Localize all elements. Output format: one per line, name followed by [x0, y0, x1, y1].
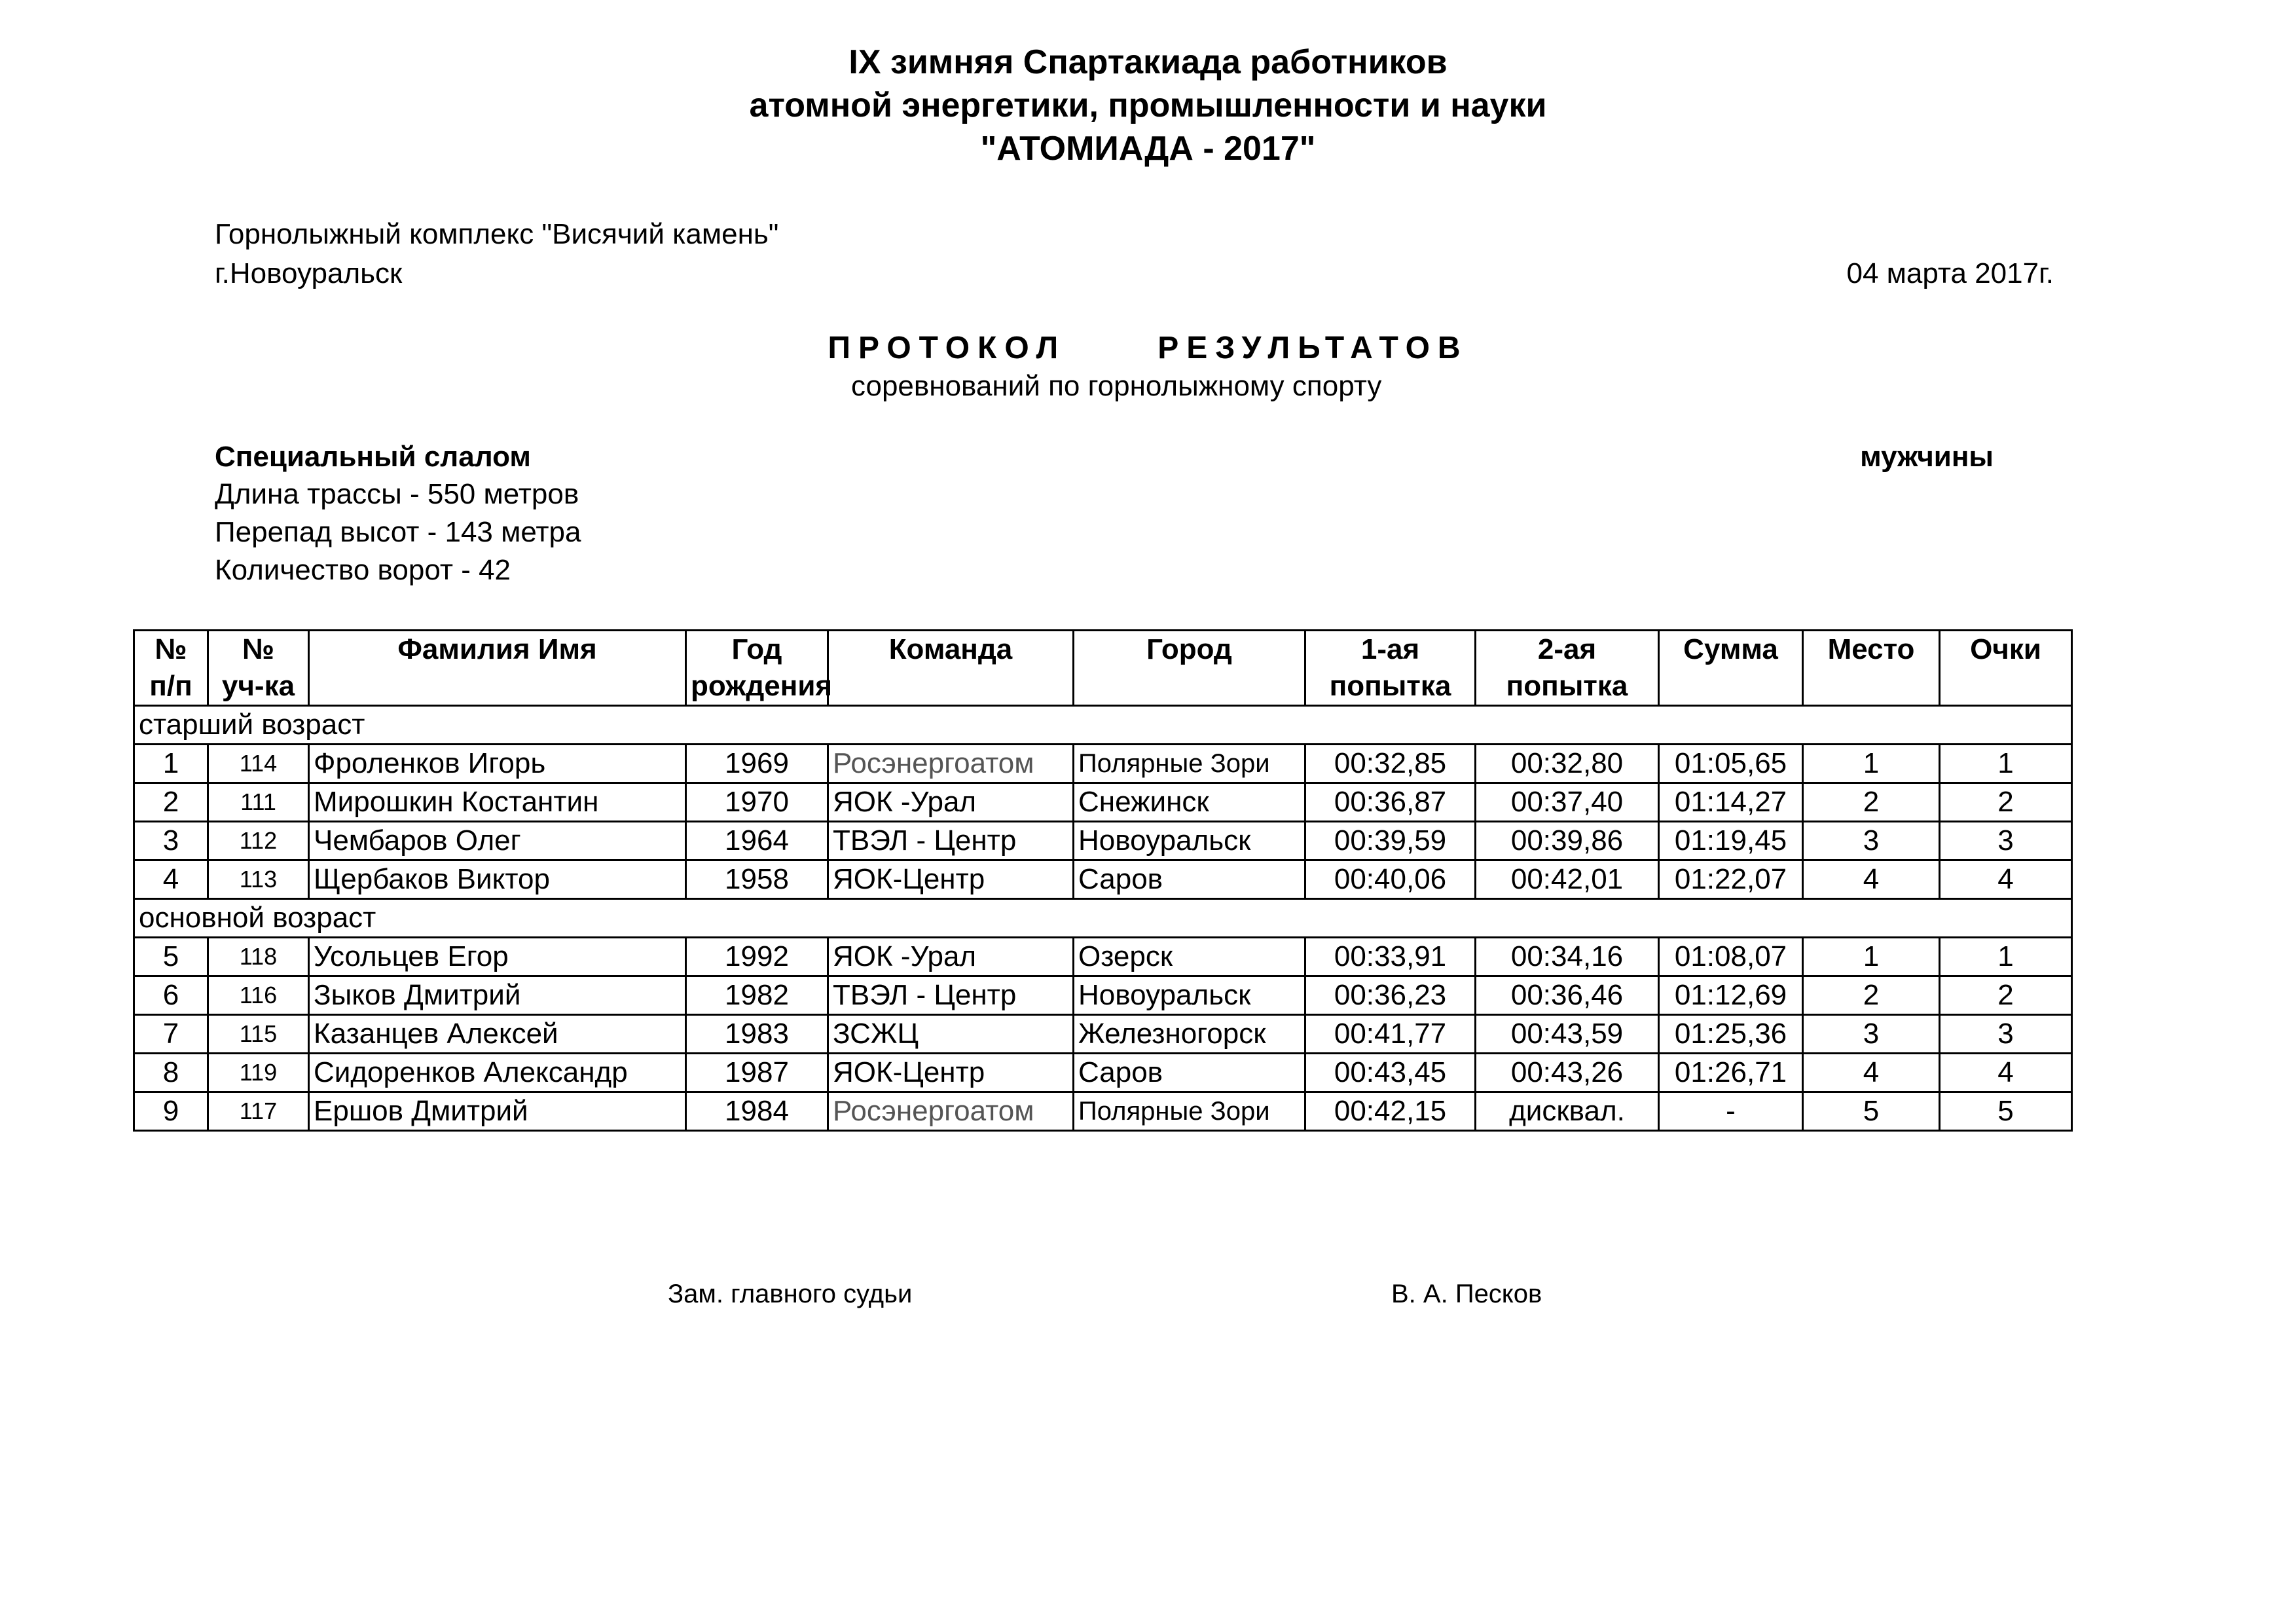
cell-points: 3	[1940, 822, 2072, 860]
table-row	[134, 938, 2072, 976]
col-run1-header: 1-ая	[1305, 631, 1476, 669]
cell-bib: 114	[208, 745, 309, 783]
cell-bib: 112	[208, 822, 309, 860]
cell-year: 1992	[686, 938, 828, 976]
table-row	[134, 745, 2072, 783]
cell-num: 4	[134, 860, 208, 899]
cell-run2: 00:32,80	[1476, 745, 1659, 783]
cell-run1: 00:41,77	[1305, 1015, 1476, 1054]
cell-run1: 00:36,23	[1305, 976, 1476, 1015]
cell-points: 5	[1940, 1092, 2072, 1131]
cell-team: ЯОК-Центр	[828, 1054, 1074, 1092]
signature-role: Зам. главного судьи	[668, 1280, 913, 1308]
cell-city: Полярные Зори	[1074, 1092, 1305, 1131]
cell-year: 1970	[686, 783, 828, 822]
cell-num: 2	[134, 783, 208, 822]
cell-num: 3	[134, 822, 208, 860]
cell-team: ЯОК -Урал	[828, 938, 1074, 976]
cell-city: Полярные Зори	[1074, 745, 1305, 783]
cell-run2: 00:43,59	[1476, 1015, 1659, 1054]
cell-place: 2	[1803, 783, 1940, 822]
title-line-3: "АТОМИАДА - 2017"	[980, 130, 1316, 168]
cell-city: Железногорск	[1074, 1015, 1305, 1054]
section-label: старший возраст	[134, 706, 2072, 745]
cell-run2: 00:37,40	[1476, 783, 1659, 822]
table-row	[134, 1054, 2072, 1092]
cell-num: 1	[134, 745, 208, 783]
cell-city: Новоуральск	[1074, 976, 1305, 1015]
cell-sum: 01:19,45	[1659, 822, 1803, 860]
cell-run2: 00:36,46	[1476, 976, 1659, 1015]
cell-points: 2	[1940, 976, 2072, 1015]
header-row-top	[134, 631, 2072, 669]
cell-sum: 01:26,71	[1659, 1054, 1803, 1092]
cell-num: 6	[134, 976, 208, 1015]
col-team-header-sub	[828, 668, 1074, 706]
cell-place: 4	[1803, 1054, 1940, 1092]
cell-run1: 00:32,85	[1305, 745, 1476, 783]
cell-num: 9	[134, 1092, 208, 1131]
cell-bib: 116	[208, 976, 309, 1015]
col-num-header-sub: п/п	[134, 668, 208, 706]
cell-year: 1969	[686, 745, 828, 783]
cell-points: 4	[1940, 860, 2072, 899]
cell-team: ЯОК -Урал	[828, 783, 1074, 822]
cell-team: ТВЭЛ - Центр	[828, 976, 1074, 1015]
cell-place: 1	[1803, 938, 1940, 976]
cell-name: Зыков Дмитрий	[309, 976, 686, 1015]
cell-team: ЯОК-Центр	[828, 860, 1074, 899]
col-name-header-sub	[309, 668, 686, 706]
venue-name: Горнолыжный комплекс "Висячий камень"	[215, 218, 779, 250]
cell-team: Росэнергоатом	[828, 1092, 1074, 1131]
cell-sum: 01:12,69	[1659, 976, 1803, 1015]
table-row	[134, 976, 2072, 1015]
signature-name: В. А. Песков	[1391, 1280, 1542, 1308]
cell-place: 3	[1803, 1015, 1940, 1054]
col-bib-header-sub: уч-ка	[208, 668, 309, 706]
section-label: основной возраст	[134, 899, 2072, 938]
cell-team: Росэнергоатом	[828, 745, 1074, 783]
venue-block	[215, 215, 778, 293]
col-year-header: Год	[686, 631, 828, 669]
title-line-2: атомной энергетики, промышленности и науки	[749, 86, 1547, 124]
col-num-header: №	[134, 631, 208, 669]
col-points-header-sub	[1940, 668, 2072, 706]
protocol-subtitle: соревнований по горнолыжному спорту	[851, 370, 1382, 402]
event-date: 04 марта 2017г.	[1846, 257, 2054, 289]
cell-name: Щербаков Виктор	[309, 860, 686, 899]
cell-sum: 01:25,36	[1659, 1015, 1803, 1054]
course-gates: Количество ворот - 42	[215, 554, 511, 586]
cell-points: 2	[1940, 783, 2072, 822]
table-row	[134, 783, 2072, 822]
cell-year: 1984	[686, 1092, 828, 1131]
cell-place: 3	[1803, 822, 1940, 860]
cell-team: ЗСЖЦ	[828, 1015, 1074, 1054]
cell-run1: 00:42,15	[1305, 1092, 1476, 1131]
gender-category: мужчины	[1860, 441, 1994, 473]
cell-run2: 00:34,16	[1476, 938, 1659, 976]
cell-city: Саров	[1074, 860, 1305, 899]
section-row	[134, 899, 2072, 938]
col-sum-header-sub	[1659, 668, 1803, 706]
cell-place: 1	[1803, 745, 1940, 783]
cell-run2: дисквал.	[1476, 1092, 1659, 1131]
cell-run1: 00:40,06	[1305, 860, 1476, 899]
cell-points: 3	[1940, 1015, 2072, 1054]
cell-city: Новоуральск	[1074, 822, 1305, 860]
results-body	[134, 706, 2072, 1131]
cell-place: 4	[1803, 860, 1940, 899]
col-sum-header: Сумма	[1659, 631, 1803, 669]
cell-run1: 00:43,45	[1305, 1054, 1476, 1092]
cell-run1: 00:33,91	[1305, 938, 1476, 976]
cell-sum: 01:05,65	[1659, 745, 1803, 783]
cell-name: Сидоренков Александр	[309, 1054, 686, 1092]
cell-year: 1983	[686, 1015, 828, 1054]
section-row	[134, 706, 2072, 745]
cell-points: 1	[1940, 938, 2072, 976]
results-table	[133, 629, 2073, 1132]
cell-bib: 113	[208, 860, 309, 899]
cell-city: Саров	[1074, 1054, 1305, 1092]
discipline: Специальный слалом	[215, 441, 531, 473]
table-row	[134, 822, 2072, 860]
table-row	[134, 860, 2072, 899]
venue-city: г.Новоуральск	[215, 257, 403, 289]
col-place-header-sub	[1803, 668, 1940, 706]
cell-year: 1982	[686, 976, 828, 1015]
cell-year: 1958	[686, 860, 828, 899]
col-team-header: Команда	[828, 631, 1074, 669]
course-length: Длина трассы - 550 метров	[215, 478, 579, 510]
cell-num: 5	[134, 938, 208, 976]
cell-place: 2	[1803, 976, 1940, 1015]
cell-run1: 00:36,87	[1305, 783, 1476, 822]
cell-city: Снежинск	[1074, 783, 1305, 822]
col-place-header: Место	[1803, 631, 1940, 669]
cell-bib: 111	[208, 783, 309, 822]
cell-name: Мирошкин Костантин	[309, 783, 686, 822]
cell-run2: 00:43,26	[1476, 1054, 1659, 1092]
cell-run1: 00:39,59	[1305, 822, 1476, 860]
cell-name: Усольцев Егор	[309, 938, 686, 976]
col-city-header-sub	[1074, 668, 1305, 706]
cell-team: ТВЭЛ - Центр	[828, 822, 1074, 860]
cell-name: Казанцев Алексей	[309, 1015, 686, 1054]
cell-points: 4	[1940, 1054, 2072, 1092]
cell-sum: -	[1659, 1092, 1803, 1131]
cell-points: 1	[1940, 745, 2072, 783]
col-city-header: Город	[1074, 631, 1305, 669]
cell-year: 1987	[686, 1054, 828, 1092]
col-bib-header: №	[208, 631, 309, 669]
cell-name: Ершов Дмитрий	[309, 1092, 686, 1131]
cell-num: 7	[134, 1015, 208, 1054]
cell-city: Озерск	[1074, 938, 1305, 976]
col-run2-header: 2-ая	[1476, 631, 1659, 669]
course-drop: Перепад высот - 143 метра	[215, 516, 581, 548]
course-info	[215, 475, 581, 589]
cell-place: 5	[1803, 1092, 1940, 1131]
cell-year: 1964	[686, 822, 828, 860]
protocol-heading	[0, 329, 2296, 368]
results-word: РЕЗУЛЬТАТОВ	[1157, 331, 1468, 365]
col-run1-header-sub: попытка	[1305, 668, 1476, 706]
title-line-1: IX зимняя Спартакиада работников	[848, 43, 1448, 81]
table-row	[134, 1015, 2072, 1054]
cell-name: Фроленков Игорь	[309, 745, 686, 783]
cell-name: Чембаров Олег	[309, 822, 686, 860]
cell-bib: 117	[208, 1092, 309, 1131]
cell-sum: 01:22,07	[1659, 860, 1803, 899]
protocol-word: ПРОТОКОЛ	[828, 331, 1066, 365]
document-title	[0, 41, 2296, 170]
header-row-bottom	[134, 668, 2072, 706]
cell-bib: 119	[208, 1054, 309, 1092]
col-year-header-sub: рождения	[686, 668, 828, 706]
cell-bib: 118	[208, 938, 309, 976]
col-points-header: Очки	[1940, 631, 2072, 669]
cell-run2: 00:39,86	[1476, 822, 1659, 860]
cell-bib: 115	[208, 1015, 309, 1054]
cell-run2: 00:42,01	[1476, 860, 1659, 899]
cell-sum: 01:08,07	[1659, 938, 1803, 976]
cell-sum: 01:14,27	[1659, 783, 1803, 822]
table-row	[134, 1092, 2072, 1131]
col-name-header: Фамилия Имя	[309, 631, 686, 669]
col-run2-header-sub: попытка	[1476, 668, 1659, 706]
cell-num: 8	[134, 1054, 208, 1092]
